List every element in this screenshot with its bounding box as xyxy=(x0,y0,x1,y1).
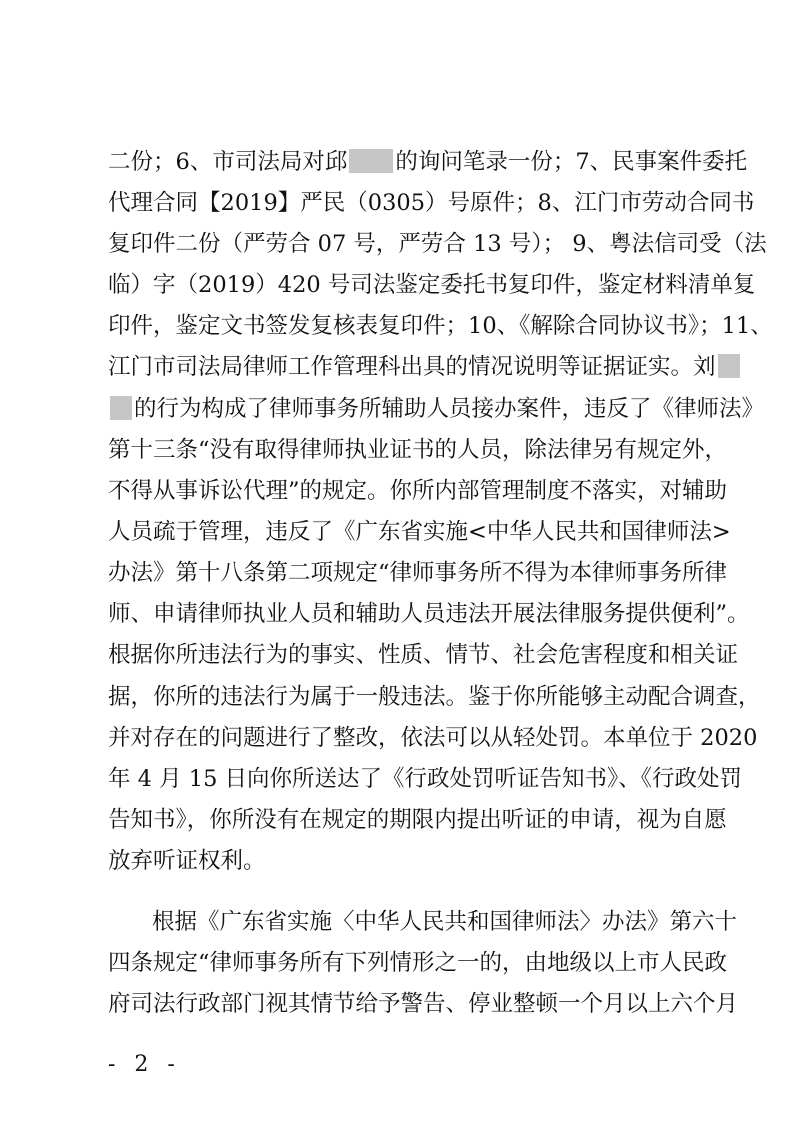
text-segment: 的询问笔录一份；7、民事案件委托 xyxy=(395,149,748,175)
text-segment: 二份；6、市司法局对邱 xyxy=(108,149,348,175)
body-line-3 xyxy=(108,224,767,264)
text-segment: 年 4 月 15 日向你所送达了《行政处罚听证告知书》、《行政处罚 xyxy=(108,766,743,792)
body-line-2 xyxy=(108,183,755,223)
text-segment: 根据你所违法行为的事实、性质、情节、社会危害程度和相关证 xyxy=(108,642,739,668)
body-line-15 xyxy=(108,718,758,758)
text-segment: 师、申请律师执业人员和辅助人员违法开展法律服务提供便利”。 xyxy=(108,601,750,627)
text-segment: 复印件二份（严劳合 07 号，严劳合 13 号）； 9、粤法信司受（法 xyxy=(108,231,767,257)
text-segment: 告知书》，你所没有在规定的期限内提出听证的申请，视为自愿 xyxy=(108,807,727,833)
body-line-16 xyxy=(108,759,743,799)
body-line-10 xyxy=(108,512,731,552)
body-line-14 xyxy=(108,677,761,717)
text-segment: 据，你所的违法行为属于一般违法。鉴于你所能够主动配合调查， xyxy=(108,684,761,710)
text-segment: 临）字（2019）420 号司法鉴定委托书复印件，鉴定材料清单复 xyxy=(108,272,756,298)
text-segment: 印件，鉴定文书签发复核表复印件；10、《解除合同协议书》；11、 xyxy=(108,313,773,339)
text-segment: 代理合同【2019】严民（0305）号原件；8、江门市劳动合同书 xyxy=(108,190,755,216)
body-line-12 xyxy=(108,594,750,634)
body-line-8 xyxy=(108,430,728,470)
body-line-21 xyxy=(108,984,739,1024)
text-segment: 江门市司法局律师工作管理科出具的情况说明等证据证实。刘 xyxy=(108,354,716,380)
body-line-11 xyxy=(108,553,728,593)
page-number: - 2 - xyxy=(108,1052,181,1077)
body-line-9 xyxy=(108,471,728,511)
text-segment: 不得从事诉讼代理”的规定。你所内部管理制度不落实，对辅助 xyxy=(108,478,728,504)
text-segment: 的行为构成了律师事务所辅助人员接办案件，违反了《律师法》 xyxy=(134,396,765,422)
body-line-19 xyxy=(152,902,738,942)
text-segment: 办法》第十八条第二项规定“律师事务所不得为本律师事务所律 xyxy=(108,560,728,586)
body-line-7 xyxy=(108,389,765,429)
text-segment: 第十三条“没有取得律师执业证书的人员，除法律另有规定外， xyxy=(108,437,728,463)
body-line-17 xyxy=(108,800,727,840)
redaction-block xyxy=(110,396,132,420)
text-segment: 人员疏于管理，违反了《广东省实施<中华人民共和国律师法> xyxy=(108,519,731,545)
redaction-block xyxy=(718,354,740,378)
text-segment: 府司法行政部门视其情节给予警告、停业整顿一个月以上六个月 xyxy=(108,991,739,1017)
body-line-20 xyxy=(108,943,728,983)
body-line-18 xyxy=(108,841,708,881)
body-line-1 xyxy=(108,142,748,182)
text-segment: 根据《广东省实施〈中华人民共和国律师法〉办法》第六十 xyxy=(152,909,738,935)
text-segment: 放弃听证权利。 xyxy=(108,848,266,874)
body-line-4 xyxy=(108,265,756,305)
body-line-5 xyxy=(108,306,773,346)
text-segment: 四条规定“律师事务所有下列情形之一的，由地级以上市人民政 xyxy=(108,950,728,976)
body-line-13 xyxy=(108,635,739,675)
redaction-block xyxy=(349,149,393,173)
body-line-6 xyxy=(108,347,716,387)
text-segment: 并对存在的问题进行了整改，依法可以从轻处罚。本单位于 2020 xyxy=(108,725,758,751)
